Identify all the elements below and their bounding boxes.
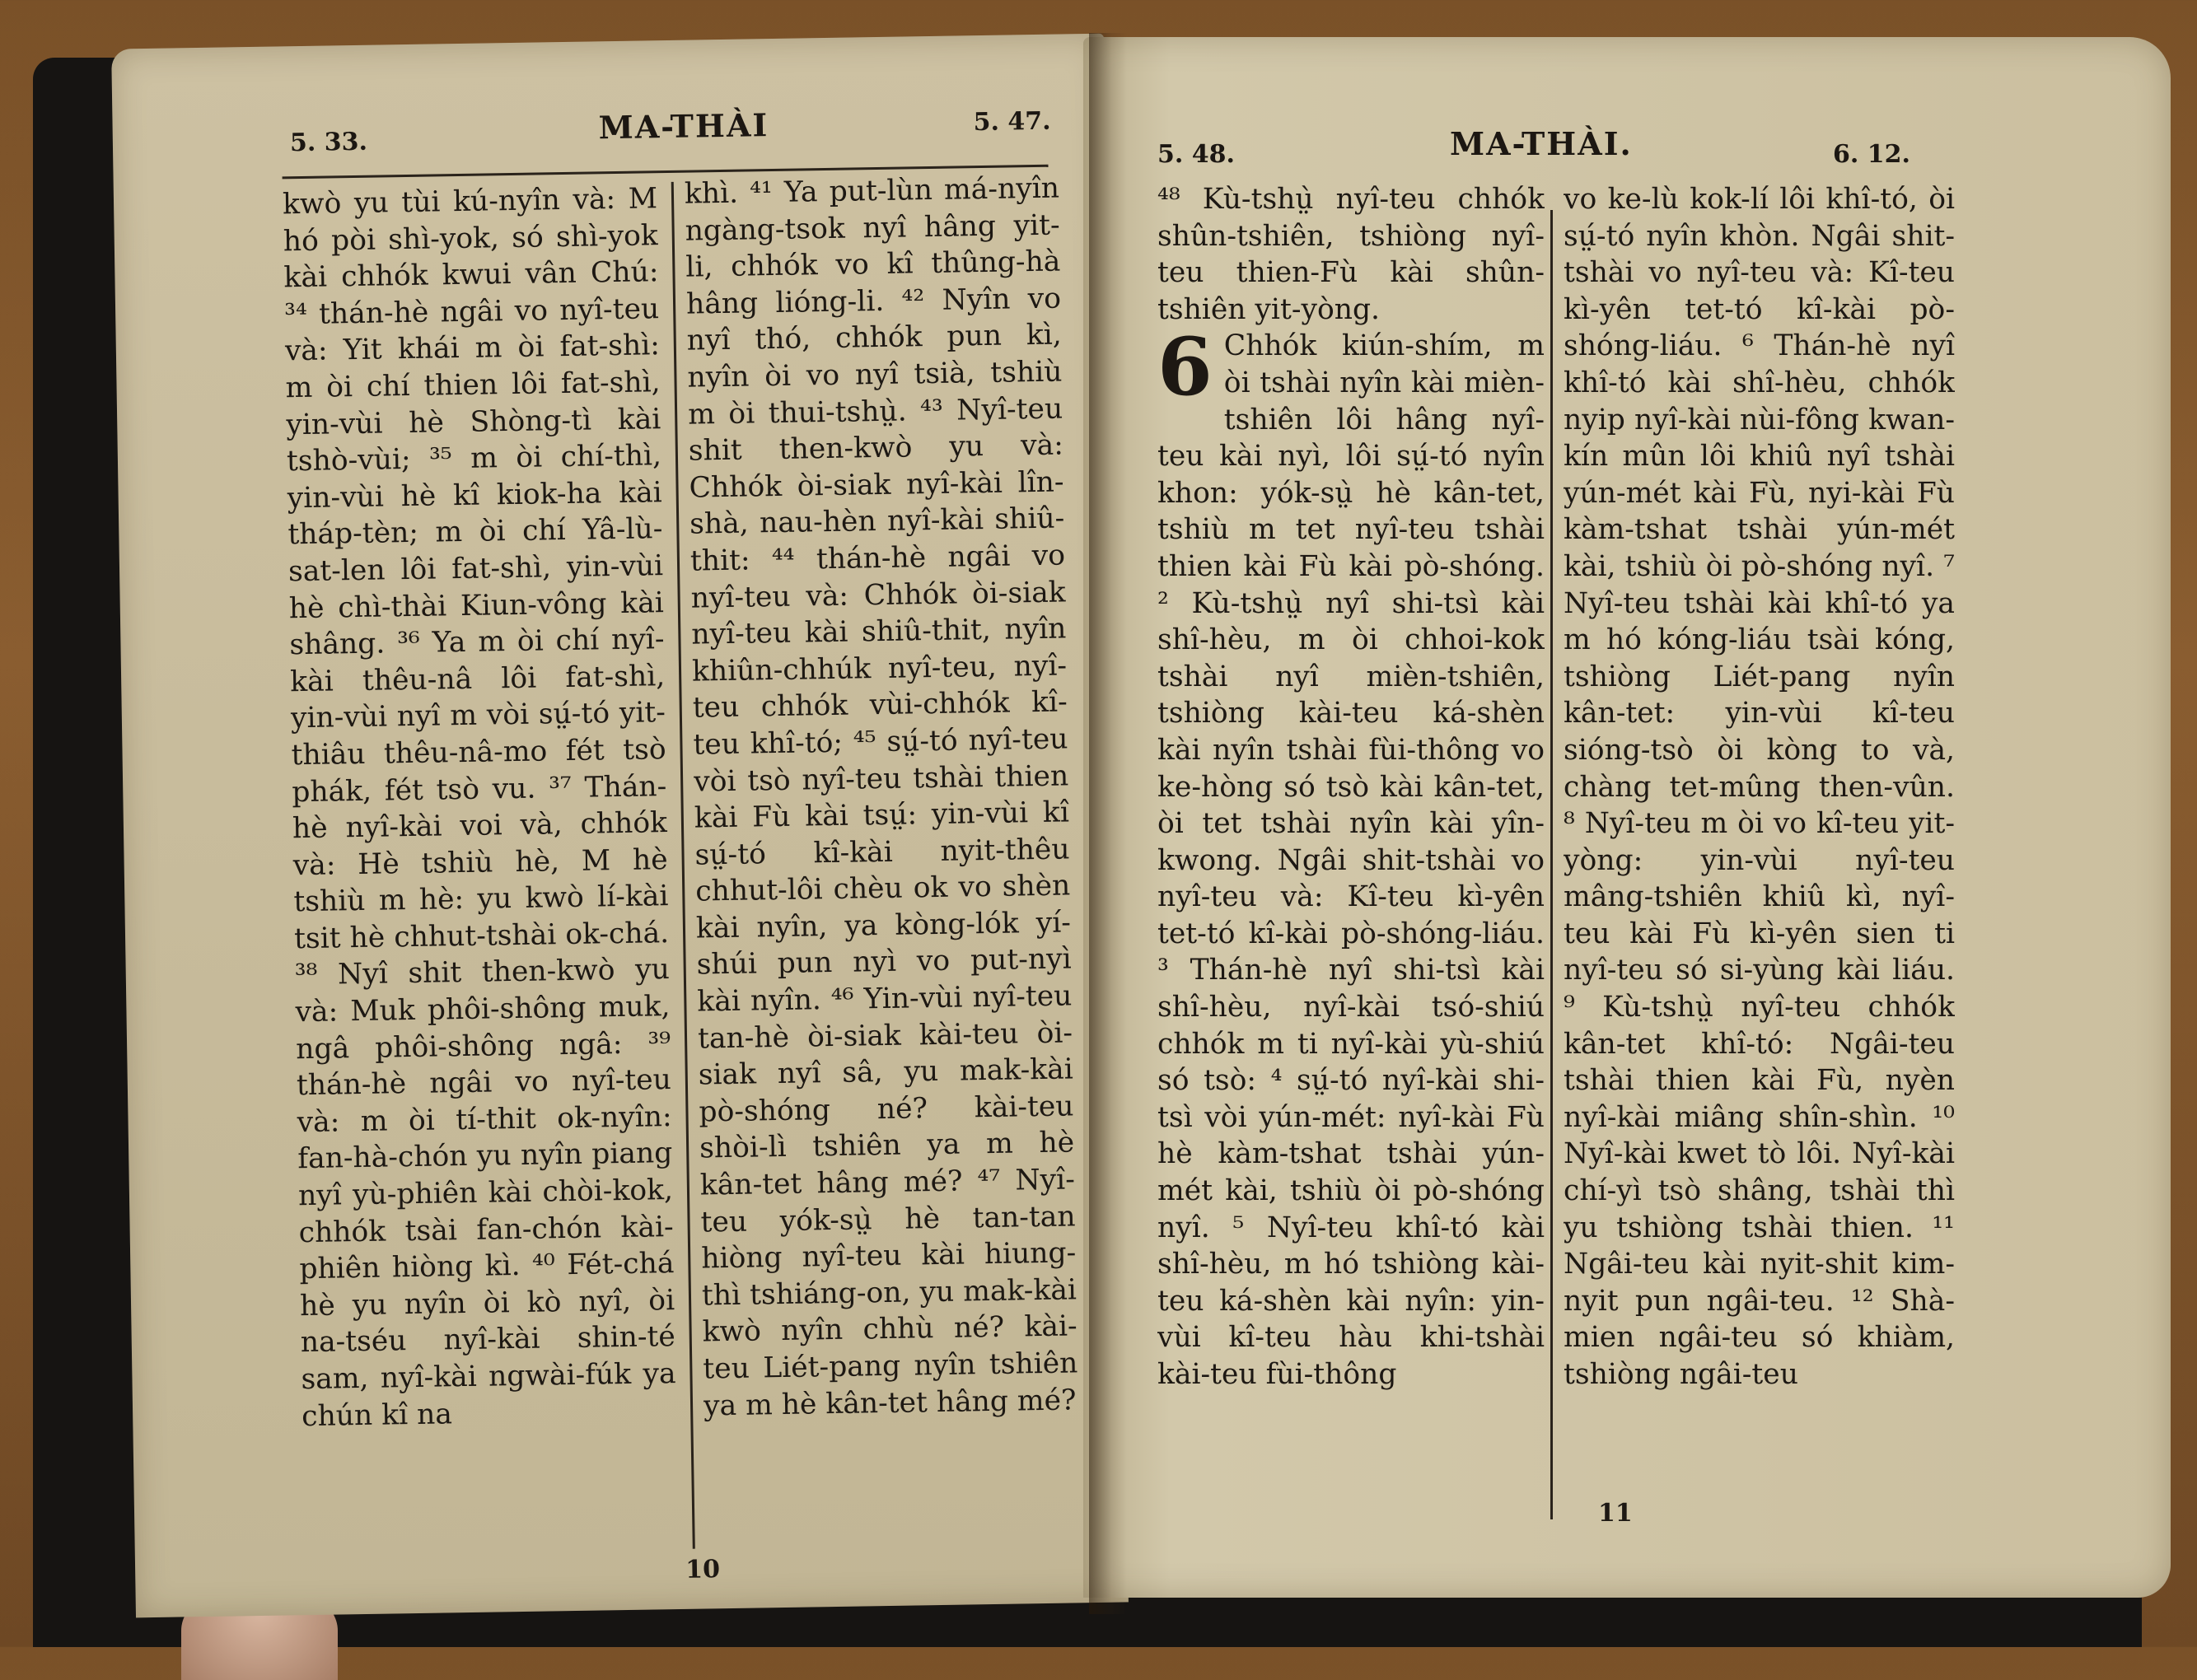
left-page-number: 10 <box>685 1555 721 1584</box>
left-header-ref-end: 5. 47. <box>973 106 1051 138</box>
right-page-column-1 <box>1157 181 1545 1540</box>
right-column-2-text: vo ke-lù kok-lí lôi khî-tó, òi sṳ́-tó nyîn khòn. Ngâi shit-tshài vo nyî-teu và: Kî-teu kì-yên tet-tó kî-kài pò-shóng-liáu. ⁶ Thán-hè nyî khî-tó kài shî-hèu, chhók nyip nyî-kài nùi-fông kwan-kín mûn lôi khiû nyî tshài yún-mét kài Fù, nyi-kài Fù kàm-tshat tshài yún-mét kài, tshiù òi pò-shóng nyî. ⁷ Nyî-teu tshài kài khî-tó ya m hó kóng-liáu tsài kóng, tshiòng Liét-pang nyîn kân-tet: yin-vùi kî-teu sióng-tsò òi kòng to và, chàng tet-mûng then-vûn. ⁸ Nyî-teu m òi vo kî-teu yit-yòng: yin-vùi nyî-teu mâng-tshiên khiû kì, nyî-teu kài Fù kì-yên sien ti nyî-teu só si-yùng kài liáu. ⁹ Kù-tshṳ̀ nyî-teu chhók kân-tet khî-tó: Ngâi-teu tshài thien kài Fù, nyèn nyî-kài miâng shîn-shìn. ¹⁰ Nyî-kài kwet tò lôi. Nyî-kài chí-yì tsò shâng, tshài thì yu tshiòng tshài thien. ¹¹ Ngâi-teu kài nyit-shit kim-nyit pun ngâi-teu. ¹² Shà-mien ngâi-teu só khiàm, tshiòng ngâi-teu <box>1564 183 1955 1391</box>
left-header-ref-start: 5. 33. <box>289 127 368 158</box>
chapter-number: 6 <box>1157 320 1213 414</box>
right-header-title: MA-THÀI. <box>1450 125 1633 162</box>
left-page <box>111 34 1129 1618</box>
right-column-divider <box>1550 210 1553 1519</box>
left-page-column-2 <box>685 170 1081 1564</box>
right-page-number: 11 <box>1598 1499 1633 1528</box>
left-header-title: MA-THÀI <box>598 106 769 147</box>
left-page-column-1 <box>283 180 679 1570</box>
right-page <box>1083 37 2171 1598</box>
right-column-1-intro: ⁴⁸ Kù-tshṳ̀ nyî-teu chhók shûn-tshiên, tshiòng nyî-teu thien-Fù kài shûn-tshiên yit-yòng. <box>1157 183 1545 326</box>
right-header-ref-end: 6. 12. <box>1833 140 1910 169</box>
right-page-header <box>1083 115 2171 173</box>
left-column-1-text: kwò yu tùi kú-nyîn và: M hó pòi shì-yok, só shì-yok kài chhók kwui vân Chú: ³⁴ thán-hè ngâi vo nyî-teu và: Yit khái m òi fat-shì: m òi chí thien lôi fat-shì, yin-vùi hè Shòng-tì kài tshò-vùi; ³⁵ m òi chí-thì, yin-vùi hè kî kiok-ha kài tháp-tèn; m òi chí Yâ-lù-sat-len lôi fat-shì, yin-vùi hè chì-thài Kiun-vông kài shâng. ³⁶ Ya m òi chí nyî-kài thêu-nâ lôi fat-shì, yin-vùi nyî m vòi sṳ́-tó yit-thiâu thêu-nâ-mo fét tsò phák, fét tsò vu. ³⁷ Thán-hè nyî-kài voi và, chhók và: Hè tshiù hè, M hè tshiù m hè: yu kwò lí-kài tsit hè chhut-tshài ok-chá. ³⁸ Nyî shit then-kwò yu và: Muk phôi-shông muk, ngâ phôi-shông ngâ: ³⁹ thán-hè ngâi vo nyî-teu và: m òi tí-thit ok-nyîn: fan-hà-chón yu nyîn piang nyî yù-phiên kài chòi-kok, chhók tsài fan-chón kài-phiên hiòng kì. ⁴⁰ Fét-chá hè yu nyîn òi kò nyî, òi na-tséu nyî-kài shin-té sam, nyî-kài ngwài-fúk ya chún kî na <box>282 182 676 1433</box>
right-header-ref-start: 5. 48. <box>1157 140 1235 169</box>
right-page-column-2 <box>1564 181 1955 1540</box>
right-column-1-text: Chhók kiún-shím, m òi tshài nyîn kài mièn-tshiên lôi hâng nyî-teu kài nyì, lôi sṳ́-tó nyîn khon: yók-sṳ̀ hè kân-tet, tshiù m tet nyî-teu tshài thien kài Fù kài pò-shóng. ² Kù-tshṳ̀ nyî shi-tsì kài shî-hèu, m òi chhoi-kok tshài nyî mièn-tshiên, tshiòng kài-teu ká-shèn kài nyîn tshài fùi-thông vo ke-hòng só tsò kài kân-tet, òi tet tshài nyîn kài yîn-kwong. Ngâi shit-tshài vo nyî-teu và: Kî-teu kì-yên tet-tó kî-kài pò-shóng-liáu. ³ Thán-hè nyî shi-tsì kài shî-hèu, nyî-kài tsó-shiú chhók m ti nyî-kài yù-shiú só tsò: ⁴ sṳ́-tó nyî-kài shi-tsì vòi yún-mét: nyî-kài Fù hè kàm-tshat tshài yún-mét kài, tshiù òi pò-shóng nyî. ⁵ Nyî-teu khî-tó kài shî-hèu, m hó tshiòng kài-teu ká-shèn kài nyîn: yin-vùi kî-teu hàu khi-tshài kài-teu fùi-thông <box>1157 329 1545 1391</box>
left-page-header <box>112 91 1106 165</box>
book-gutter <box>1089 33 1127 1614</box>
left-column-2-text: khì. ⁴¹ Ya put-lùn má-nyîn ngàng-tsok nyî hâng yit-li, chhók vo kî thûng-hà hâng lióng-li. ⁴² Nyîn vo nyî thó, chhók pun kì, nyîn òi vo nyî tsià, tshiù m òi thui-tshṳ̀. ⁴³ Nyî-teu shit then-kwò yu và: Chhók òi-siak nyî-kài lîn-shà, nau-hèn nyî-kài shiû-thit: ⁴⁴ thán-hè ngâi vo nyî-teu và: Chhók òi-siak nyî-teu kài shiû-thit, nyîn khiûn-chhúk nyî-teu, nyî-teu chhók vùi-chhók kî-teu khî-tó; ⁴⁵ sṳ́-tó nyî-teu vòi tsò nyî-teu tshài thien kài Fù kài tsṳ́: yin-vùi kî sṳ́-tó kî-kài nyit-thêu chhut-lôi chèu ok vo shèn kài nyîn, ya kòng-lók yí-shúi pun nyì vo put-nyì kài nyîn. ⁴⁶ Yin-vùi nyî-teu tan-hè òi-siak kài-teu òi-siak nyî sâ, yu mak-kài pò-shóng né? kài-teu shòi-lì tshiên ya m hè kân-tet hâng mé? ⁴⁷ Nyî-teu yók-sṳ̀ hè tan-tan hiòng nyî-teu kài hiung-thì tshiáng-on, yu mak-kài kwò nyîn chhù né? kài-teu Liét-pang nyîn tshiên ya m hè kân-tet hâng mé? <box>684 171 1078 1423</box>
